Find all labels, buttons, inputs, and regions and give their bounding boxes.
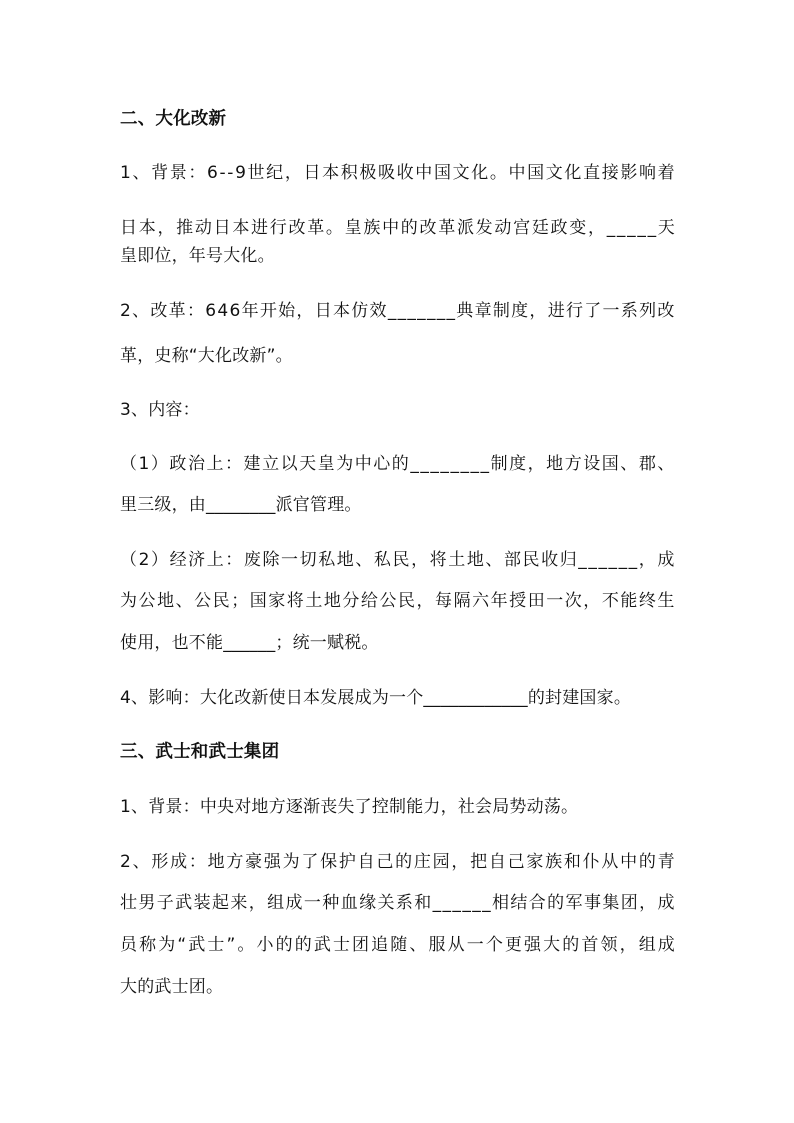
influence-line: 4、影响：大化改新使日本发展成为一个____________的封建国家。 (120, 688, 632, 708)
political-line-2: 里三级，由________派官管理。 (120, 495, 362, 515)
section-heading-taika-reform: 二、大化改新 (120, 109, 227, 129)
content-label: 3、内容： (120, 400, 200, 420)
background-line-3: 皇即位，年号大化。 (120, 246, 275, 266)
economic-line-1: （ 2 ） 经 济 上 ： 废 除 一 切 私 地 、 私 民 ， 将 土 地 、 部 民 收 归 _ _ _ _ _ _ ， 成 (120, 550, 675, 570)
political-line-1: （ 1 ） 政 治 上 ： 建 立 以 天 皇 为 中 心 的 _ _ _ _ _ _ _ _ 制 度 ， 地 方 设 国 、 郡 、 (120, 454, 675, 474)
formation-line-4: 大的武士团。 (120, 977, 224, 997)
formation-line-2: 壮 男 子 武 装 起 来 ， 组 成 一 种 血 缘 关 系 和 _ _ _ _ _ _ 相 结 合 的 军 事 集 团 ， 成 (120, 893, 675, 913)
economic-line-2: 为 公 地 、 公 民 ； 国 家 将 土 地 分 给 公 民 ， 每 隔 六 年 授 田 一 次 ， 不 能 终 生 (120, 591, 675, 611)
background-line-2: 日 本 ， 推 动 日 本 进 行 改 革 。 皇 族 中 的 改 革 派 发 动 宫 廷 政 变 ， _ _ _ _ _ 天 (120, 218, 675, 238)
section-heading-samurai: 三、武士和武士集团 (120, 742, 280, 762)
reform-line-2: 革，史称“大化改新”。 (120, 346, 293, 366)
economic-line-3: 使用，也不能______；统一赋税。 (120, 633, 379, 653)
reform-line-1: 2 、 改 革 ： 6 4 6 年 开 始 ， 日 本 仿 效 _ _ _ _ _ _ _ 典 章 制 度 ， 进 行 了 一 系 列 改 (120, 301, 675, 321)
samurai-background-line: 1、背景：中央对地方逐渐丧失了控制能力，社会局势动荡。 (120, 797, 579, 817)
background-line-1: 1 、 背 景 ： 6 - - 9 世 纪 ， 日 本 积 极 吸 收 中 国 文 化 。 中 国 文 化 直 接 影 响 着 (120, 163, 675, 183)
formation-line-1: 2 、 形 成 ： 地 方 豪 强 为 了 保 护 自 己 的 庄 园 ， 把 自 己 家 族 和 仆 从 中 的 青 (120, 852, 675, 872)
formation-line-3: 员 称 为 “ 武 士 ” 。 小 的 的 武 士 团 追 随 、 服 从 一 个 更 强 大 的 首 领 ， 组 成 (120, 935, 675, 955)
